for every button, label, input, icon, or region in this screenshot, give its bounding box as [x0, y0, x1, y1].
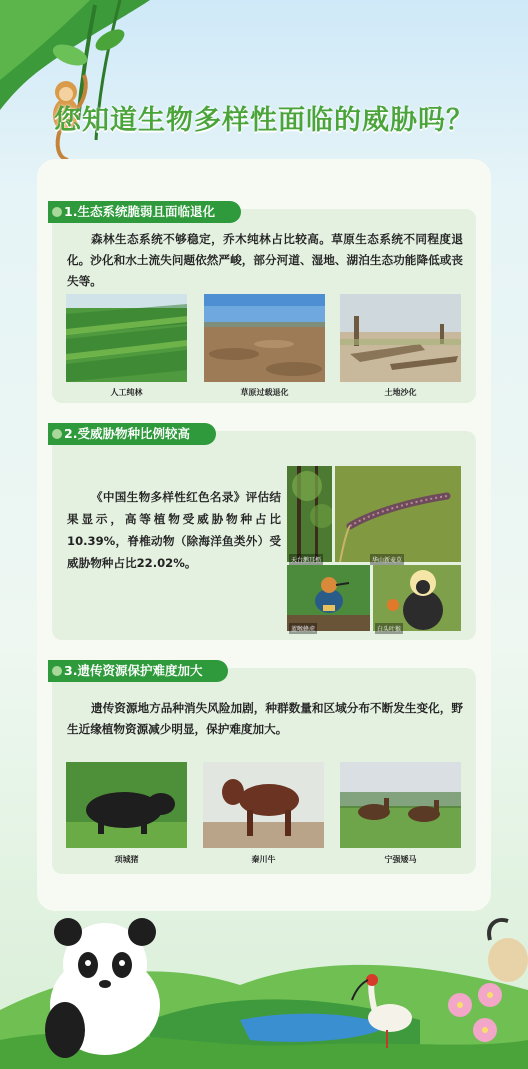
label-merops-bird: 蓝喉蜂虎 [289, 623, 317, 634]
section-card-1 [52, 204, 476, 403]
caption-ningqiang-pony: 宁强矮马 [384, 855, 417, 864]
caption-xiangcheng-pig: 项城猪 [114, 855, 139, 864]
label-langur: 白头叶猴 [375, 623, 403, 634]
goat-illustration [478, 915, 528, 985]
section-text-2: 《中国生物多样性红色名录》评估结果显示，高等植物受威胁物种占比10.39%，脊椎动物（除海洋鱼类外）受威胁物种占比22.02%。 [67, 490, 281, 570]
flowers-decoration [440, 975, 528, 1065]
section-text-1: 森林生态系统不够稳定，乔木纯林占比较高。草原生态系统不同程度退化。沙化和水土流失问题依然严峻，部分河道、湿地、湖泊生态功能降低或丧失等。 [67, 232, 463, 288]
photo-ningqiang-pony [340, 762, 461, 848]
photo-plantation-forest [66, 294, 187, 382]
section-text-3: 遗传资源地方品种消失风险加剧，种群数量和区域分布不断发生变化，野生近缘植物资源减少明显，保护难度加大。 [67, 701, 463, 736]
panda-illustration [40, 910, 170, 1060]
photo-desertification [340, 294, 461, 382]
photo-langur [373, 565, 461, 631]
label-psathyrostachys: 华山新麦草 [370, 554, 404, 565]
caption-plantation-forest: 人工纯林 [110, 388, 143, 397]
section-heading-1: 1.生态系统脆弱且面临退化 [48, 201, 241, 223]
section-heading-2: 2.受威胁物种比例较高 [48, 423, 216, 445]
caption-desertification: 土地沙化 [384, 388, 417, 397]
section-card-3 [52, 663, 476, 874]
photo-merops-bird [287, 565, 370, 631]
section-heading-3: 3.遗传资源保护难度加大 [48, 660, 228, 682]
photo-psathyrostachys [335, 466, 461, 562]
photo-xiangcheng-pig [66, 762, 187, 848]
section-card-2 [52, 426, 476, 640]
ibis-bird-illustration [350, 970, 420, 1050]
photo-qinchuan-cattle [203, 762, 324, 848]
photo-degraded-grassland [204, 294, 325, 382]
caption-qinchuan-cattle: 秦川牛 [251, 855, 276, 864]
photo-carpinus [287, 466, 332, 562]
label-carpinus: 天台鹅耳枥 [289, 554, 323, 565]
caption-degraded-grassland: 草原过载退化 [240, 388, 289, 397]
page-title: 您知道生物多样性面临的威胁吗？ [54, 105, 474, 136]
